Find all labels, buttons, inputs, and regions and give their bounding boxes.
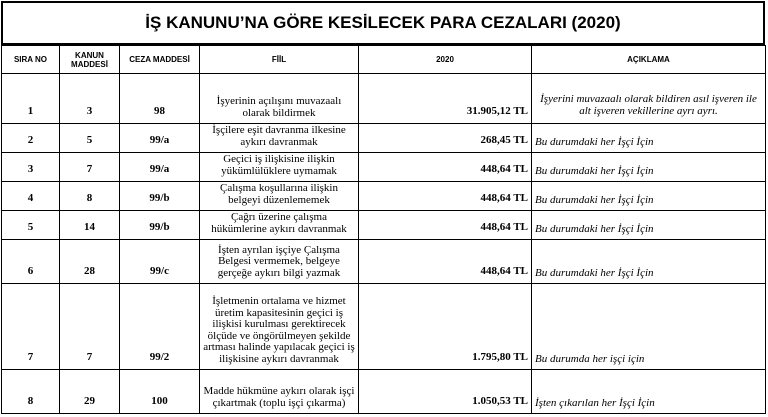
row-amount: 448,64 TL (359, 153, 532, 182)
row-ceza: 99/a (120, 153, 200, 182)
row-fiil: İşyerinin açılışını muvazaalı olarak bildirmek (200, 74, 359, 124)
row-no: 6 (2, 240, 60, 284)
row-kanun: 5 (60, 124, 120, 153)
row-amount: 268,45 TL (359, 124, 532, 153)
row-fiil: İşletmenin ortalama ve hizmet üretim kapasitesinin geçici iş ilişkisi kurulması gerektirecek ölçüde ve öngörülmeyen şekilde artması halinde yapılacak geçici iş ilişkisine aykırı davranmak (200, 284, 359, 370)
table-row (2, 370, 766, 414)
row-kanun: 7 (60, 153, 120, 182)
row-kanun: 8 (60, 182, 120, 211)
row-fiil: İşten ayrılan işçiye Çalışma Belgesi vermemek, belgeye gerçeğe aykırı bilgi yazmak (200, 240, 359, 284)
row-no: 5 (2, 211, 60, 240)
row-kanun: 3 (60, 74, 120, 124)
row-no: 8 (2, 370, 60, 414)
row-ceza: 100 (120, 370, 200, 414)
row-amount: 1.795,80 TL (359, 284, 532, 370)
row-ceza: 99/a (120, 124, 200, 153)
row-amount: 448,64 TL (359, 240, 532, 284)
header-sira-no: SIRA NO (2, 46, 60, 74)
row-amount: 31.905,12 TL (359, 74, 532, 124)
row-fiil: Geçici iş ilişkisine ilişkin yükümlülüklere uymamak (200, 153, 359, 182)
row-kanun: 29 (60, 370, 120, 414)
row-kanun: 7 (60, 284, 120, 370)
row-ceza: 98 (120, 74, 200, 124)
row-ceza: 99/c (120, 240, 200, 284)
header-year: 2020 (359, 46, 532, 74)
table-row (2, 124, 766, 153)
row-note: Bu durumda her işçi için (532, 284, 766, 370)
row-note: Bu durumdaki her İşçi İçin (532, 182, 766, 211)
page-title: İŞ KANUNU’NA GÖRE KESİLECEK PARA CEZALARI (2020) (1, 1, 765, 45)
row-no: 7 (2, 284, 60, 370)
row-ceza: 99/2 (120, 284, 200, 370)
row-kanun: 14 (60, 211, 120, 240)
header-kanun-maddesi: KANUN MADDESİ (60, 46, 120, 74)
row-fiil: Madde hükmüne aykırı olarak işçi çıkartmak (toplu işçi çıkarma) (200, 370, 359, 414)
row-note: Bu durumdaki her İşçi İçin (532, 153, 766, 182)
row-no: 2 (2, 124, 60, 153)
table-row (2, 182, 766, 211)
fines-table (1, 45, 766, 414)
table-row (2, 240, 766, 284)
row-note: Bu durumdaki her İşçi İçin (532, 211, 766, 240)
header-fiil: FİİL (200, 46, 359, 74)
table-row (2, 153, 766, 182)
row-amount: 448,64 TL (359, 211, 532, 240)
row-note: Bu durumdaki her İşçi İçin (532, 124, 766, 153)
row-fiil: İşçilere eşit davranma ilkesine aykırı davranmak (200, 124, 359, 153)
row-fiil: Çağrı üzerine çalışma hükümlerine aykırı davranmak (200, 211, 359, 240)
table-row (2, 284, 766, 370)
row-no: 1 (2, 74, 60, 124)
row-no: 3 (2, 153, 60, 182)
header-aciklama: AÇIKLAMA (532, 46, 766, 74)
row-amount: 448,64 TL (359, 182, 532, 211)
row-ceza: 99/b (120, 211, 200, 240)
table-header-row (2, 46, 766, 74)
row-fiil: Çalışma koşullarına ilişkin belgeyi düzenlememek (200, 182, 359, 211)
header-ceza-maddesi: CEZA MADDESİ (120, 46, 200, 74)
row-note: İşten çıkarılan her İşçi İçin (532, 370, 766, 414)
row-note: İşyerini muvazaalı olarak bildiren asıl işveren ile alt işveren vekillerine ayrı ayrı. (532, 74, 766, 124)
row-amount: 1.050,53 TL (359, 370, 532, 414)
row-note: Bu durumdaki her İşçi İçin (532, 240, 766, 284)
row-no: 4 (2, 182, 60, 211)
table-row (2, 74, 766, 124)
row-kanun: 28 (60, 240, 120, 284)
row-ceza: 99/b (120, 182, 200, 211)
table-row (2, 211, 766, 240)
